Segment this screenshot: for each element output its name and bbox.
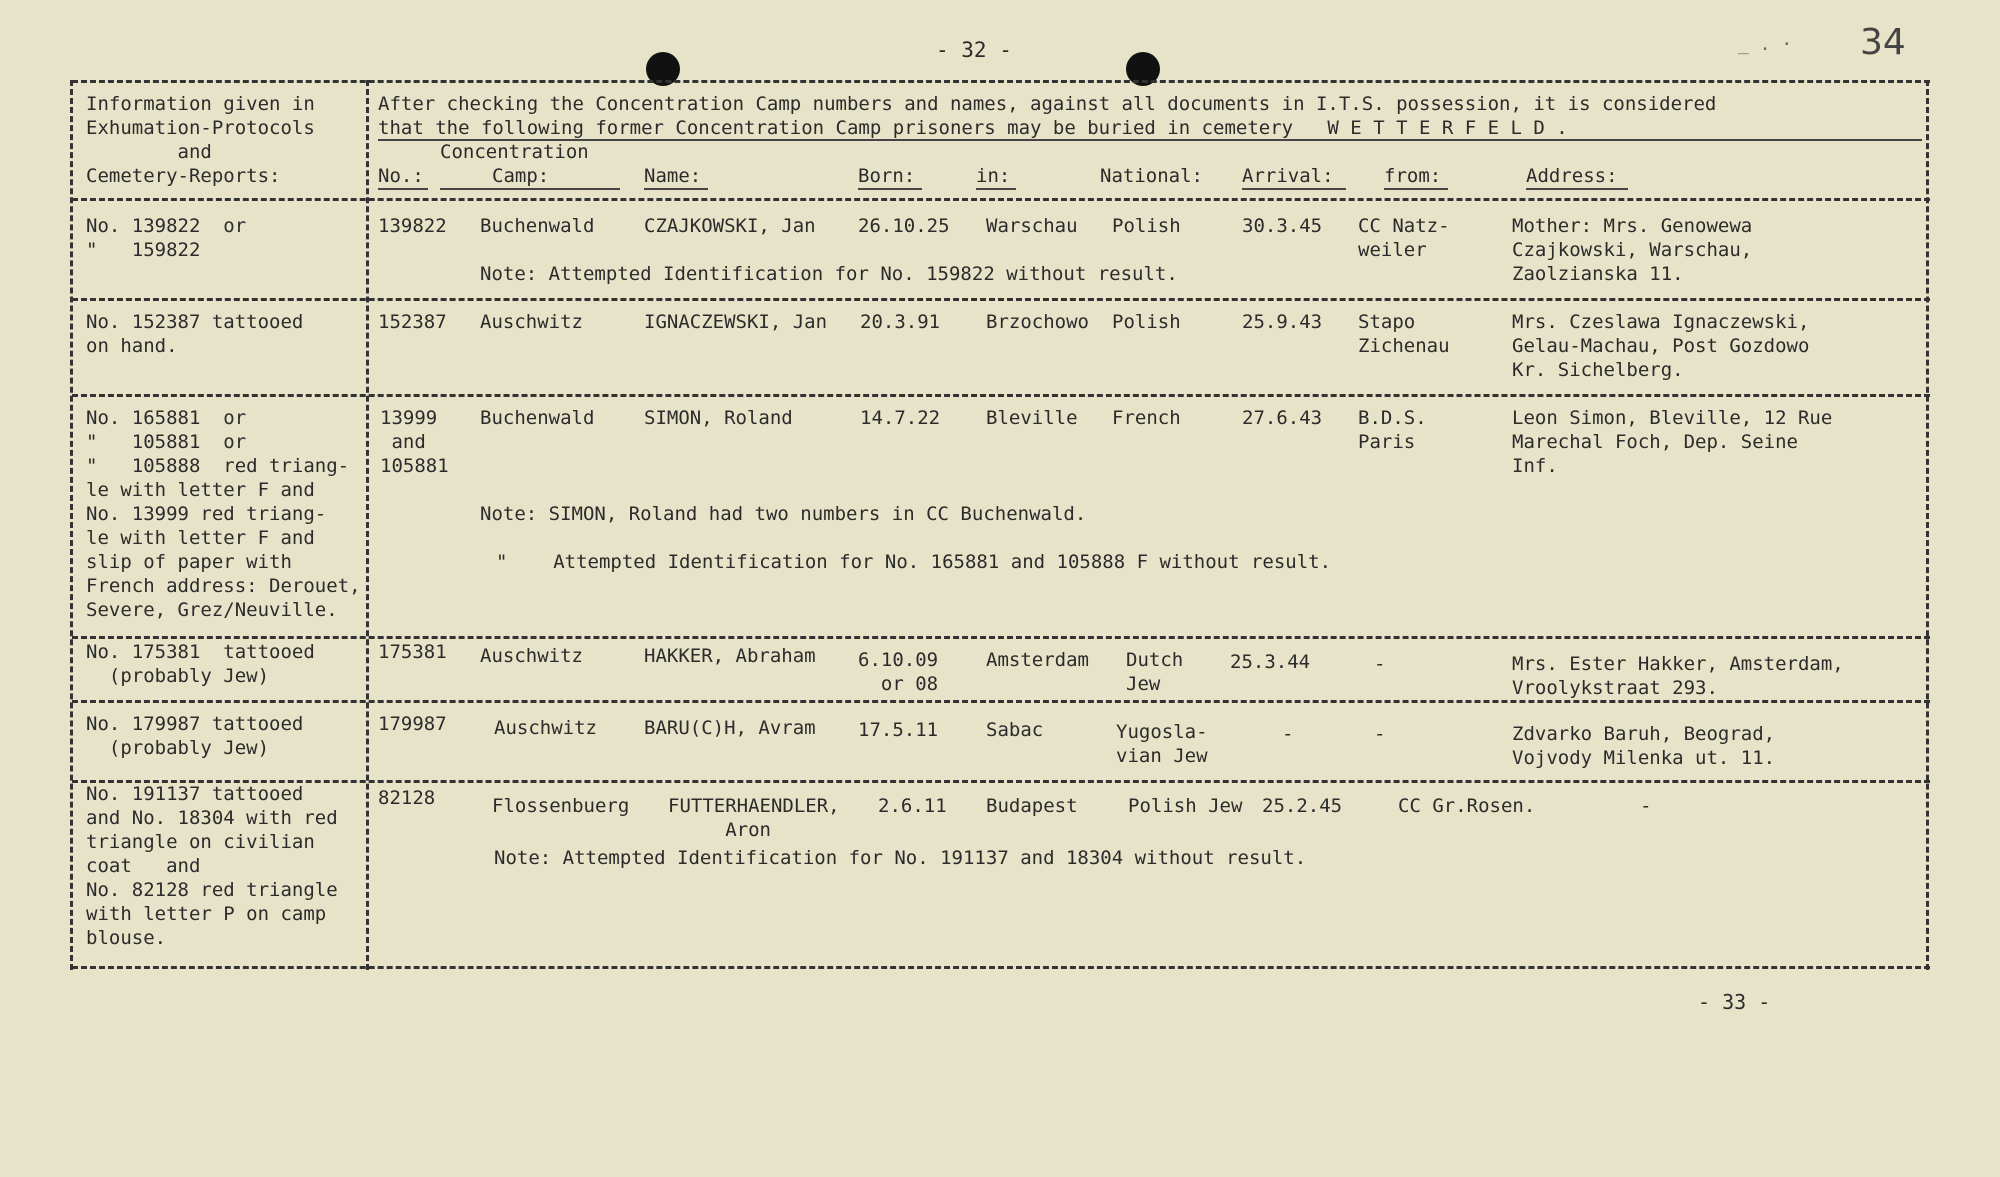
table-row-6-born: 2.6.11 <box>878 795 947 817</box>
col-header-arrival: Arrival: <box>1242 165 1334 187</box>
table-row-1-address: Mother: Mrs. Genowewa Czajkowski, Warschau, Zaolzianska 11. <box>1512 215 1753 285</box>
table-row-2-name: IGNACZEWSKI, Jan <box>644 311 828 333</box>
table-row-4-address: Mrs. Ester Hakker, Amsterdam, Vroolykstraat 293. <box>1512 653 1844 699</box>
table-row-1-national: Polish <box>1112 215 1181 237</box>
table-row-2-in: Brzochowo <box>986 311 1089 333</box>
row-divider-3 <box>72 636 1930 639</box>
table-row-1-no: 139822 <box>378 215 447 237</box>
col-header-in: in: <box>976 165 1011 187</box>
table-row-6-national: Polish Jew <box>1128 795 1243 817</box>
table-row-1-camp: Buchenwald <box>480 215 595 237</box>
col-header-name: Name: <box>644 165 702 187</box>
table-row-6-name: FUTTERHAENDLER, Aron <box>668 795 840 841</box>
header-info-label: Information given in Exhumation-Protocols and Cemetery-Reports: <box>86 93 315 187</box>
row-divider-5 <box>72 780 1930 783</box>
table-row-3-national: French <box>1112 407 1181 429</box>
col-header-address: Address: <box>1526 165 1618 187</box>
table-right-border <box>1926 80 1929 970</box>
table-row-2-camp: Auschwitz <box>480 311 583 333</box>
table-row-4-from: - <box>1374 653 1386 675</box>
page-number-bottom: - 33 - <box>1698 990 1771 1014</box>
table-row-2-national: Polish <box>1112 311 1181 333</box>
table-row-1-note: Note: Attempted Identification for No. 159822 without result. <box>480 263 1178 285</box>
intro-underline <box>378 139 1922 141</box>
table-row-1-in: Warschau <box>986 215 1078 237</box>
col-header-camp-underline <box>440 188 620 190</box>
row-divider-4 <box>72 700 1930 703</box>
table-row-4-camp: Auschwitz <box>480 645 583 667</box>
col-header-from-underline <box>1384 188 1448 190</box>
table-row-3-no: 13999 and 105881 <box>380 407 449 477</box>
table-row-6-arrival: 25.2.45 <box>1262 795 1343 817</box>
header-intro-line1: After checking the Concentration Camp numbers and names, against all documents in I.T.S. possession, it is considered <box>378 93 1717 115</box>
table-row-4-info: No. 175381 tattooed (probably Jew) <box>86 641 315 687</box>
table-row-3-note-2: " Attempted Identification for No. 165881 and 105888 F without result. <box>496 551 1332 573</box>
table-row-2-info: No. 152387 tattooed on hand. <box>86 311 304 357</box>
table-row-4-name: HAKKER, Abraham <box>644 645 816 667</box>
page-number-handwritten: 34 <box>1860 22 1906 63</box>
table-row-6-note: Note: Attempted Identification for No. 191137 and 18304 without result. <box>494 847 1307 869</box>
table-row-3-in: Bleville <box>986 407 1078 429</box>
table-top-border <box>72 80 1930 83</box>
table-row-1-born: 26.10.25 <box>858 215 950 237</box>
table-row-5-no: 179987 <box>378 713 447 735</box>
table-row-6-address: - <box>1640 795 1652 817</box>
col-header-no: No.: <box>378 165 424 187</box>
table-row-2-arrival: 25.9.43 <box>1242 311 1323 333</box>
table-row-4-born: 6.10.09 or 08 <box>858 649 939 695</box>
table-row-3-born: 14.7.22 <box>860 407 941 429</box>
table-row-5-arrival: - <box>1282 723 1294 745</box>
row-divider-1 <box>72 298 1930 301</box>
table-row-3-info: No. 165881 or " 105881 or " 105888 red triang- le with letter F and No. 13999 red triang- le with letter F and slip of paper with French address: Derouet, Severe, Grez/Neuville. <box>86 407 361 621</box>
table-row-5-name: BARU(C)H, Avram <box>644 717 816 739</box>
table-row-6-no: 82128 <box>378 787 436 809</box>
table-row-1-info: No. 139822 or " 159822 <box>86 215 247 261</box>
col-header-arrival-underline <box>1242 188 1346 190</box>
table-row-2-from: Stapo Zichenau <box>1358 311 1450 357</box>
table-row-1-name: CZAJKOWSKI, Jan <box>644 215 816 237</box>
table-row-1-from: CC Natz- weiler <box>1358 215 1450 261</box>
table-row-6-in: Budapest <box>986 795 1078 817</box>
table-row-3-name: SIMON, Roland <box>644 407 793 429</box>
col-header-address-underline <box>1526 188 1628 190</box>
table-row-3-address: Leon Simon, Bleville, 12 Rue Marechal Foch, Dep. Seine Inf. <box>1512 407 1833 477</box>
table-row-2-no: 152387 <box>378 311 447 333</box>
col-header-no-underline <box>378 188 428 190</box>
row-divider-2 <box>72 394 1930 397</box>
col-header-in-underline <box>976 188 1016 190</box>
table-row-6-from: CC Gr.Rosen. <box>1398 795 1536 817</box>
table-row-5-from: - <box>1374 723 1386 745</box>
table-bottom-border <box>72 966 1930 969</box>
table-row-3-note: Note: SIMON, Roland had two numbers in CC Buchenwald. <box>480 503 1087 525</box>
table-row-5-in: Sabac <box>986 719 1044 741</box>
table-row-2-born: 20.3.91 <box>860 311 941 333</box>
header-intro-line2: that the following former Concentration Camp prisoners may be buried in cemetery W E T T E R F E L D . <box>378 117 1568 139</box>
table-row-3-camp: Buchenwald <box>480 407 595 429</box>
table-left-border <box>70 80 73 970</box>
page-number-top: - 32 - <box>936 38 1012 62</box>
table-row-3-arrival: 27.6.43 <box>1242 407 1323 429</box>
handwritten-mark: _ . · <box>1738 34 1793 55</box>
table-row-3-from: B.D.S. Paris <box>1358 407 1427 453</box>
table-row-5-camp: Auschwitz <box>494 717 597 739</box>
table-row-5-national: Yugosla- vian Jew <box>1116 721 1208 767</box>
table-row-5-address: Zdvarko Baruh, Beograd, Vojvody Milenka ut. 11. <box>1512 723 1776 769</box>
table-row-2-address: Mrs. Czeslawa Ignaczewski, Gelau-Machau, Post Gozdowo Kr. Sichelberg. <box>1512 311 1810 381</box>
col-header-name-underline <box>644 188 708 190</box>
col-header-from: from: <box>1384 165 1442 187</box>
table-row-4-national: Dutch Jew <box>1126 649 1184 695</box>
table-row-6-camp: Flossenbuerg <box>492 795 630 817</box>
table-row-5-born: 17.5.11 <box>858 719 939 741</box>
col-header-camp: Camp: <box>492 165 550 187</box>
table-row-4-arrival: 25.3.44 <box>1230 651 1311 673</box>
concentration-label: Concentration <box>440 141 589 163</box>
table-row-4-no: 175381 <box>378 641 447 663</box>
table-row-4-in: Amsterdam <box>986 649 1089 671</box>
col-header-national: National: <box>1100 165 1203 187</box>
col-header-born: Born: <box>858 165 916 187</box>
table-row-1-arrival: 30.3.45 <box>1242 215 1323 237</box>
header-bottom-border <box>72 198 1930 201</box>
table-row-6-info: No. 191137 tattooed and No. 18304 with red triangle on civilian coat and No. 82128 red triangle with letter P on camp blouse. <box>86 783 338 949</box>
col-header-born-underline <box>858 188 922 190</box>
column-divider <box>366 80 369 970</box>
table-row-5-info: No. 179987 tattooed (probably Jew) <box>86 713 304 759</box>
